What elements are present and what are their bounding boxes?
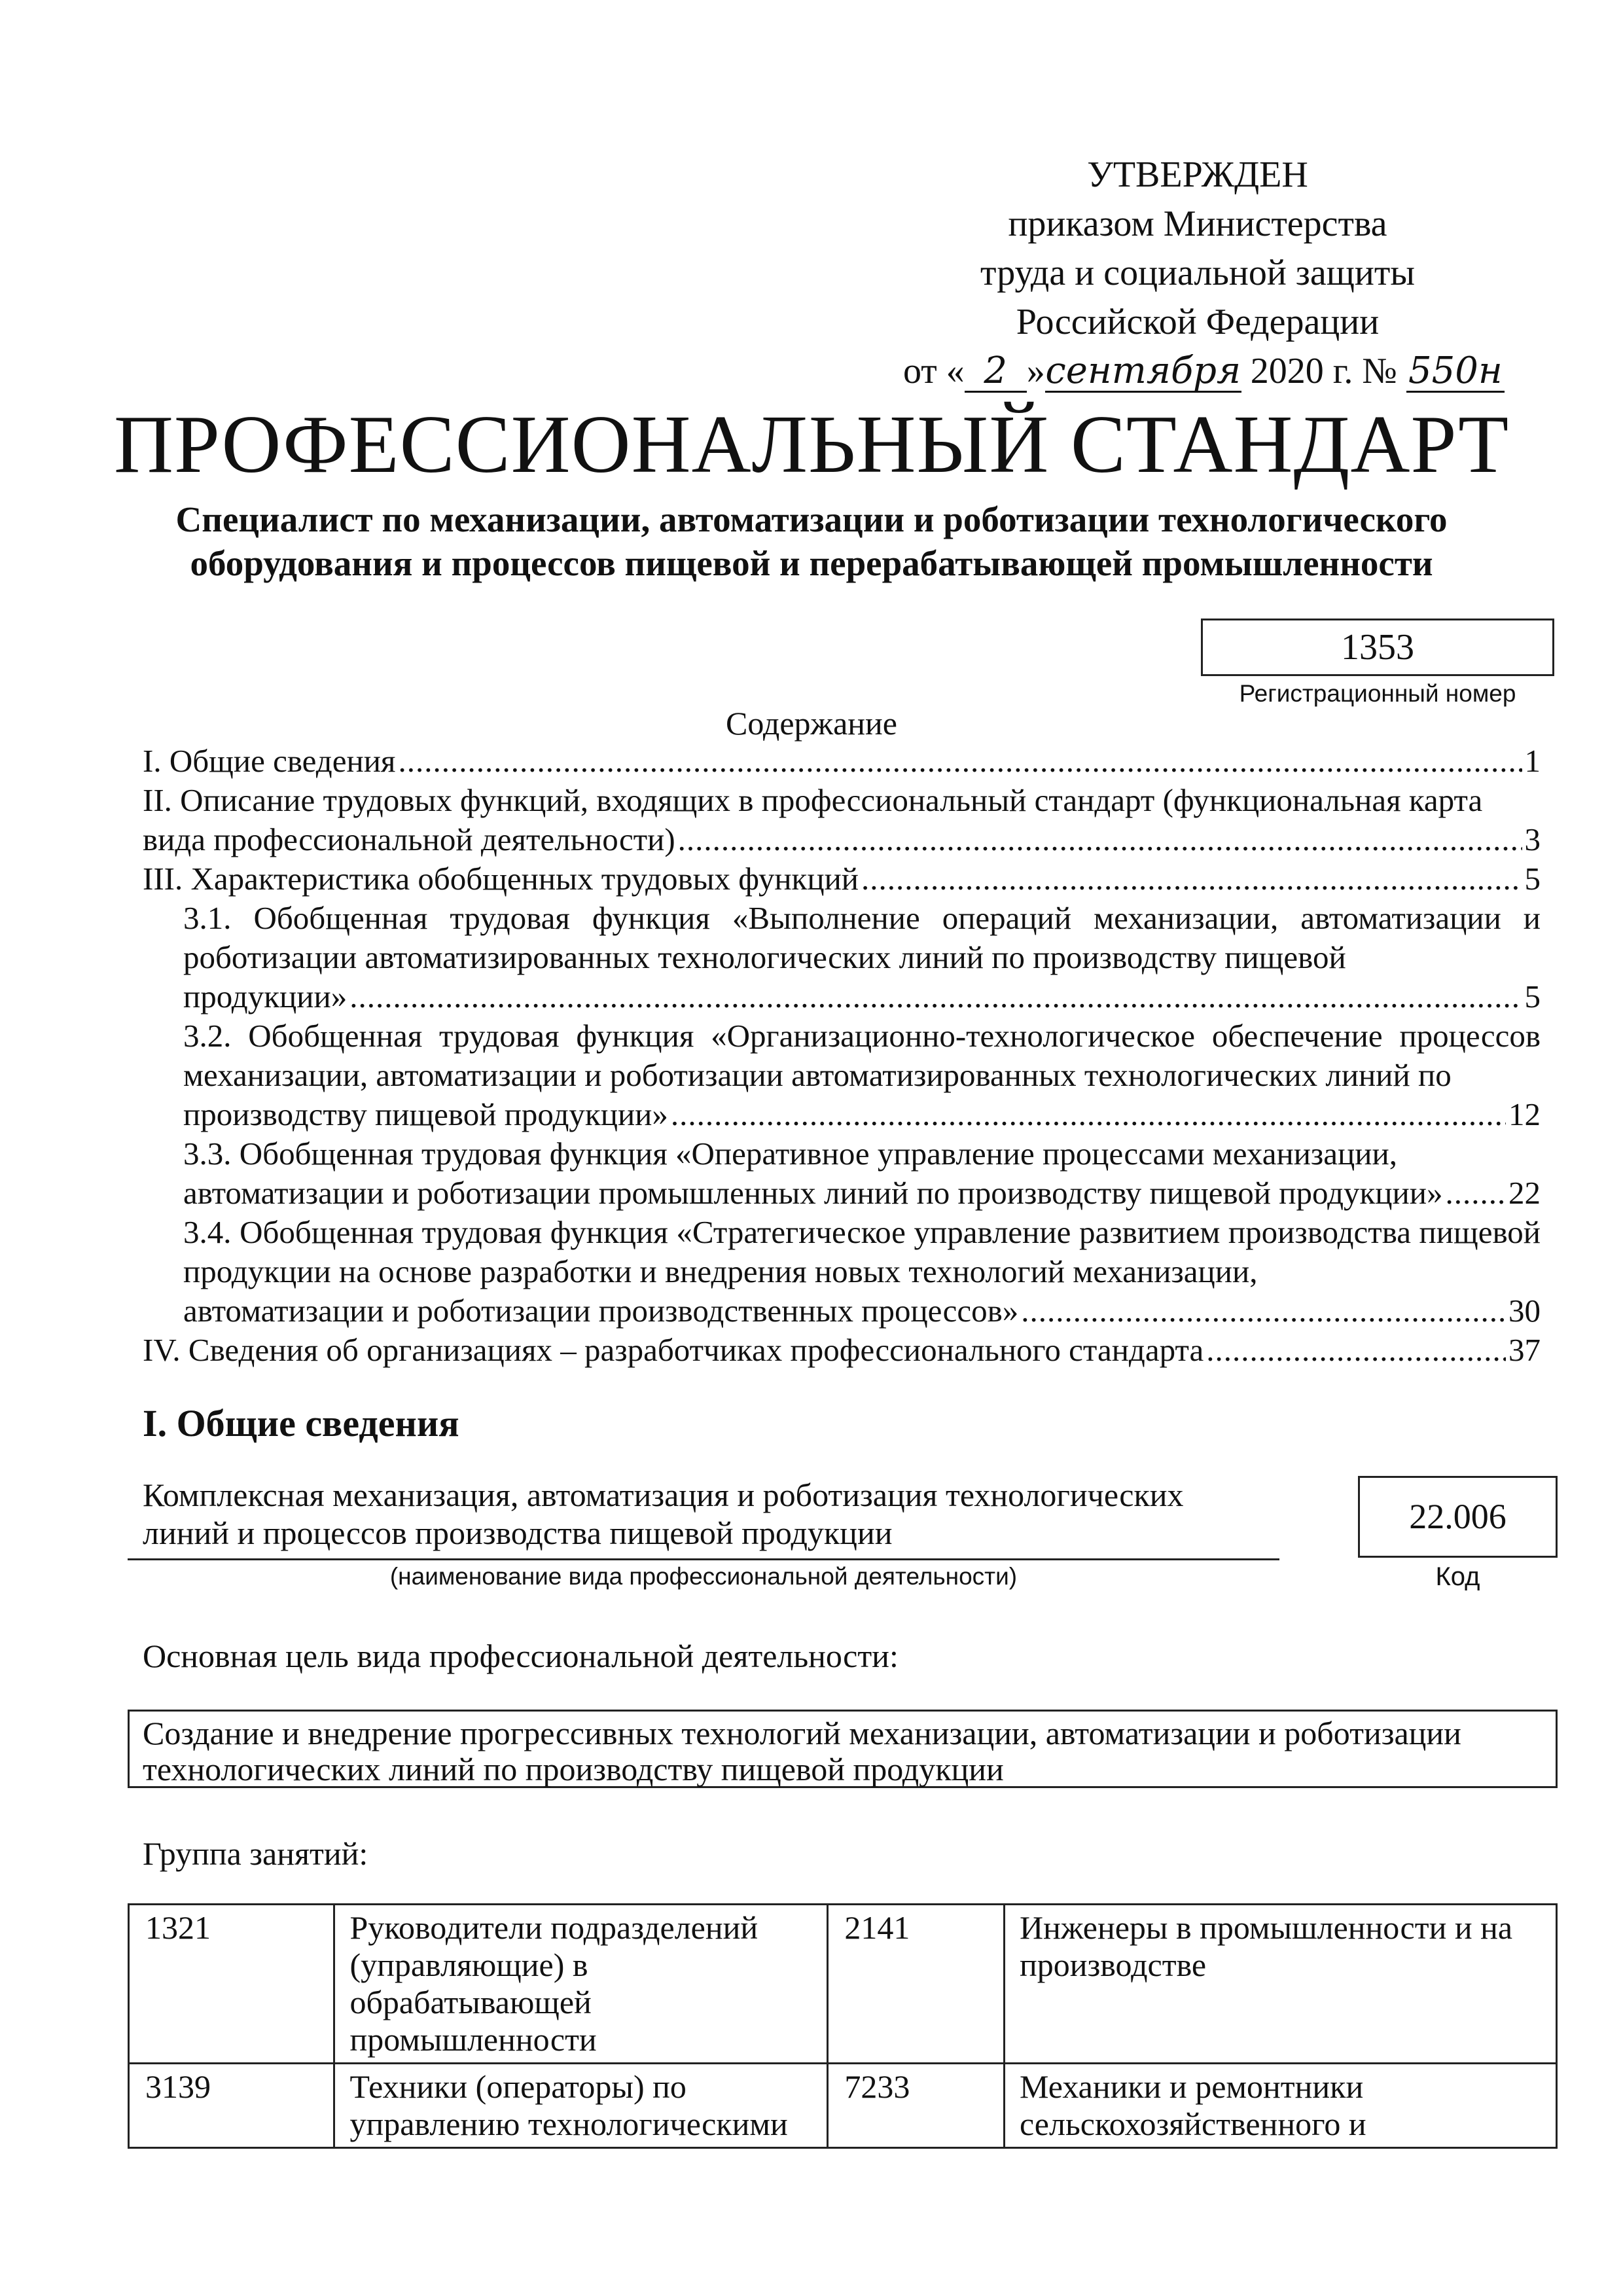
toc-item-text: 3.4. Обобщенная трудовая функция «Стратегическое управление развитием производства пищевой продукции на основе разработки и внедрения новых технологий механизации,	[183, 1214, 1541, 1289]
toc-title: Содержание	[726, 705, 897, 742]
occupation-code: 1321	[129, 1905, 334, 2064]
toc-item[interactable]	[143, 859, 1541, 899]
occupation-name: Руководители подразделений (управляющие) в обрабатывающей промышленности	[334, 1905, 828, 2064]
toc-item-last-line: I. Общие сведения	[143, 743, 396, 779]
approval-line-3: Российской Федерации	[1016, 302, 1380, 342]
toc-page-number: 5	[1524, 978, 1541, 1014]
dot-leader	[1021, 1291, 1506, 1331]
occupation-table	[128, 1903, 1558, 2149]
toc-item-text: 3.3. Обобщенная трудовая функция «Оперативное управление процессами механизации,	[183, 1136, 1397, 1172]
toc-page-number: 1	[1524, 743, 1541, 779]
toc-item-last-line: продукции»	[183, 978, 348, 1014]
toc-item-last-line: вида профессиональной деятельности)	[143, 821, 675, 857]
toc-page-number: 5	[1524, 861, 1541, 897]
activity-name: Комплексная механизация, автоматизация и роботизация технологических линий и процессов производства пищевой продукции	[143, 1477, 1184, 1551]
occupation-code: 7233	[828, 2064, 1005, 2148]
registration-number-label: Регистрационный номер	[1239, 680, 1516, 707]
activity-underline	[128, 1558, 1279, 1560]
occupation-name: Техники (операторы) по управлению технологическими	[334, 2064, 828, 2148]
toc-item[interactable]	[143, 742, 1541, 781]
toc-page-number: 12	[1508, 1096, 1541, 1132]
document-title: ПРОФЕССИОНАЛЬНЫЙ СТАНДАРТ	[113, 399, 1510, 490]
table-of-contents	[143, 742, 1541, 1370]
dot-leader	[398, 742, 1522, 781]
table-row	[129, 2064, 1557, 2148]
toc-item-text: II. Описание трудовых функций, входящих в профессиональный стандарт (функциональная карта	[143, 782, 1483, 818]
dot-leader	[1445, 1174, 1506, 1213]
date-mid: »	[1026, 351, 1045, 391]
toc-item-text: 3.1. Обобщенная трудовая функция «Выполнение операций механизации, автоматизации и роботизации автоматизированных технологических линий по производству пищевой	[183, 900, 1541, 975]
section-title: I. Общие сведения	[143, 1402, 459, 1444]
activity-caption: (наименование вида профессиональной деятельности)	[389, 1563, 1018, 1590]
toc-item[interactable]	[143, 1213, 1541, 1331]
toc-item-last-line: III. Характеристика обобщенных трудовых функций	[143, 861, 859, 897]
toc-item[interactable]	[143, 1016, 1541, 1134]
toc-page-number: 3	[1524, 821, 1541, 857]
handwritten-day: 2	[965, 351, 1027, 393]
goal-box: Создание и внедрение прогрессивных технологий механизации, автоматизации и роботизации технологических линий по производству пищевой продукции	[128, 1710, 1558, 1788]
registration-number-box: 1353	[1201, 619, 1554, 676]
dot-leader	[1206, 1331, 1506, 1370]
approval-date-line	[903, 347, 1503, 396]
goal-label: Основная цель вида профессиональной деятельности:	[143, 1638, 899, 1674]
toc-item[interactable]	[143, 781, 1541, 859]
occupation-group-label: Группа занятий:	[143, 1835, 368, 1872]
approval-line-2: труда и социальной защиты	[980, 253, 1415, 293]
toc-item-last-line: автоматизации и роботизации промышленных линий по производству пищевой продукции»	[183, 1175, 1443, 1211]
occupation-name: Инженеры в промышленности и на производстве	[1005, 1905, 1557, 2064]
approval-title: УТВЕРЖДЕН	[1087, 154, 1308, 195]
toc-page-number: 30	[1508, 1293, 1541, 1329]
occupation-code: 2141	[828, 1905, 1005, 2064]
toc-item-last-line: IV. Сведения об организациях – разработчиках профессионального стандарта	[143, 1332, 1204, 1368]
dot-leader	[678, 820, 1522, 859]
toc-item[interactable]	[143, 1134, 1541, 1213]
toc-item-text: 3.2. Обобщенная трудовая функция «Организационно-технологическое обеспечение процессов механизации, автоматизации и роботизации автоматизированных технологических линий по	[183, 1018, 1541, 1093]
handwritten-month: сентября	[1045, 350, 1241, 392]
toc-item-last-line: производству пищевой продукции»	[183, 1096, 668, 1132]
occupation-code: 3139	[129, 2064, 334, 2148]
date-prefix: от «	[903, 351, 965, 391]
occupation-name: Механики и ремонтники сельскохозяйственного и	[1005, 2064, 1557, 2148]
approval-line-1: приказом Министерства	[1008, 204, 1387, 244]
document-subtitle: Специалист по механизации, автоматизации и роботизации технологического оборудования и процессов пищевой и перерабатывающей промышленности	[175, 499, 1448, 583]
table-row	[129, 1905, 1557, 2064]
approval-block	[903, 151, 1503, 396]
year-text: 2020 г. №	[1250, 351, 1397, 391]
dot-leader	[671, 1095, 1506, 1134]
dot-leader	[861, 859, 1522, 899]
toc-item[interactable]	[143, 899, 1541, 1016]
dot-leader	[349, 977, 1522, 1016]
toc-item[interactable]	[143, 1331, 1541, 1370]
toc-item-last-line: автоматизации и роботизации производственных процессов»	[183, 1293, 1019, 1329]
activity-code-caption: Код	[1435, 1562, 1480, 1591]
activity-code-box: 22.006	[1358, 1476, 1558, 1558]
toc-page-number: 22	[1508, 1175, 1541, 1211]
handwritten-order-number: 550н	[1406, 351, 1505, 393]
toc-page-number: 37	[1508, 1332, 1541, 1368]
